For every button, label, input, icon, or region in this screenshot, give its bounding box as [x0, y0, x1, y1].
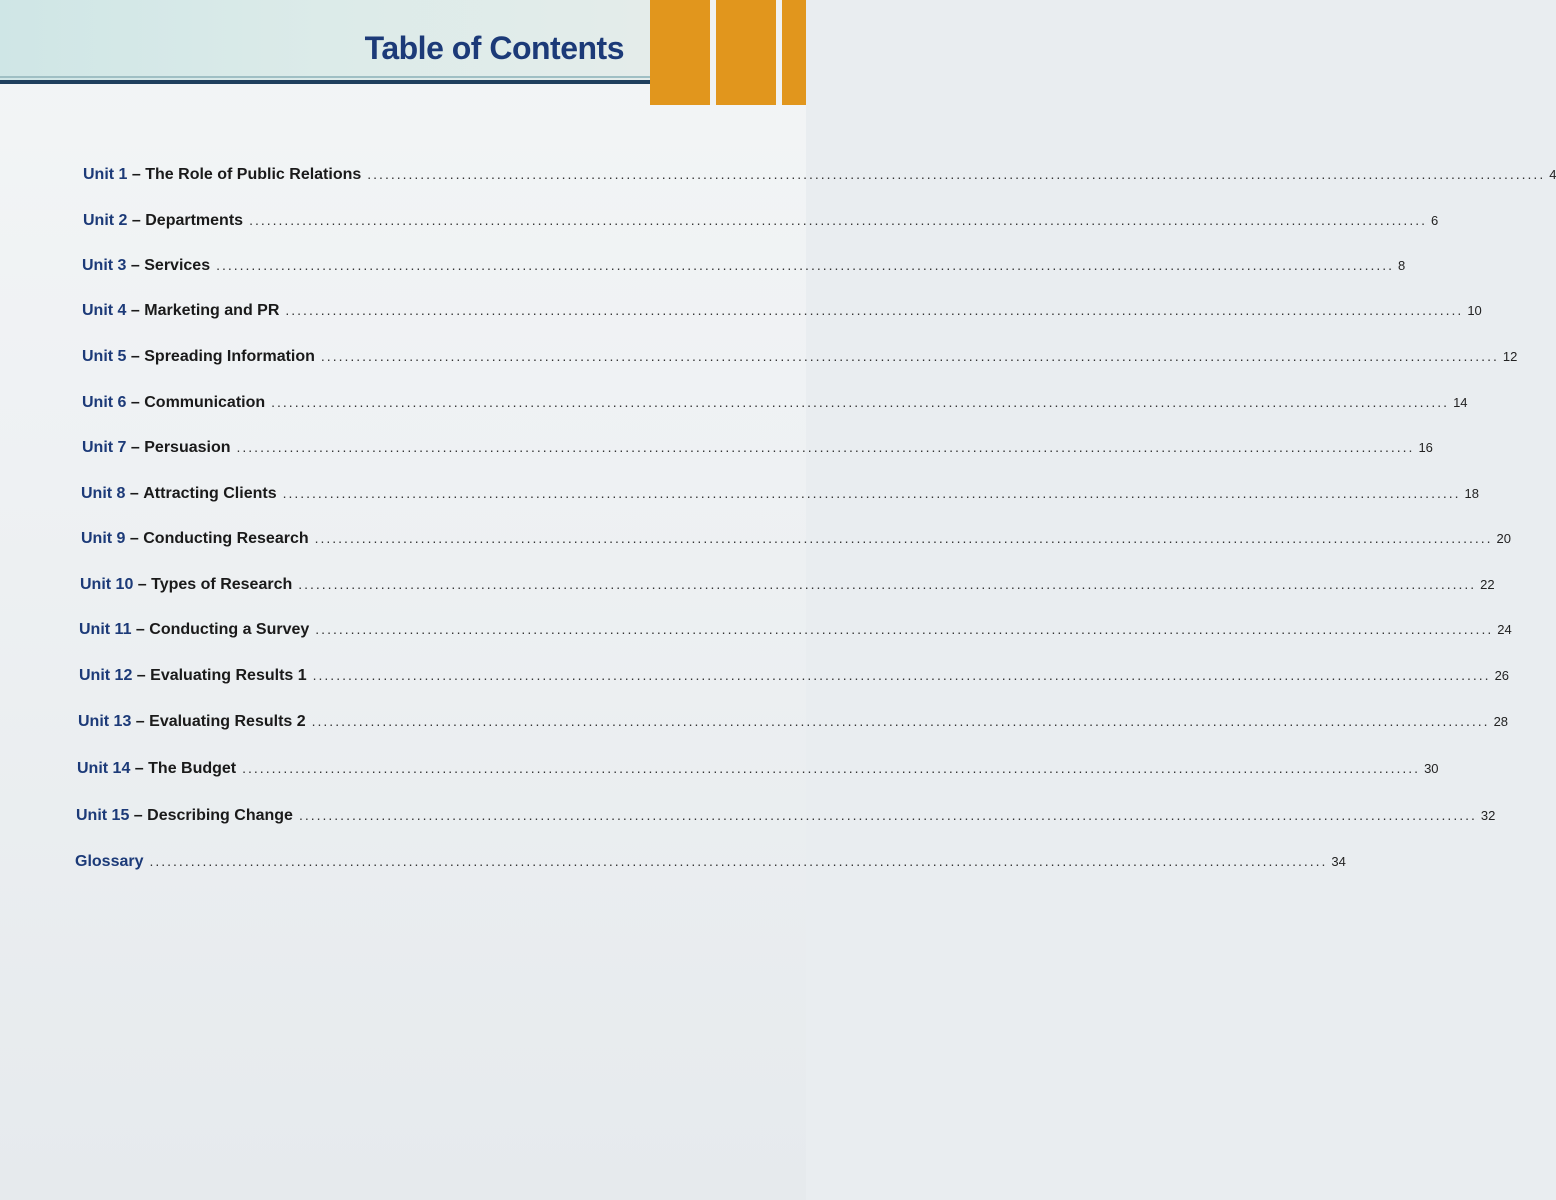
toc-dot-leader: ........................................................................................................................................................................................................: [367, 166, 1546, 182]
toc-dash: –: [125, 485, 144, 502]
toc-entry: [81, 485, 1479, 503]
toc-dot-leader: ........................................................................................................................................................................................................: [149, 853, 1328, 869]
toc-dot-leader: ........................................................................................................................................................................................................: [298, 576, 1477, 592]
toc-page-number: 28: [1493, 714, 1509, 729]
toc-page-number: 34: [1331, 854, 1346, 869]
toc-entry: [82, 439, 1433, 457]
toc-dash: –: [131, 713, 150, 730]
toc-dash: –: [126, 439, 145, 456]
toc-dash: –: [126, 257, 145, 274]
toc-entry: [80, 576, 1495, 594]
toc-title: Spreading Information: [144, 348, 315, 365]
orange-tab: [716, 0, 776, 105]
toc-unit-label: Unit 15: [76, 807, 130, 824]
toc-entry: [77, 760, 1439, 778]
toc-entry: [83, 166, 1556, 184]
toc-unit-label: Unit 6: [82, 394, 127, 411]
toc-entry: [81, 530, 1512, 548]
toc-dash: –: [129, 807, 148, 824]
toc-dot-leader: ........................................................................................................................................................................................................: [249, 212, 1427, 228]
toc-dot-leader: ........................................................................................................................................................................................................: [216, 257, 1395, 273]
toc-page-number: 32: [1480, 808, 1496, 823]
toc-dash: –: [125, 530, 144, 547]
toc-title: The Role of Public Relations: [145, 166, 362, 183]
toc-title: Attracting Clients: [143, 485, 277, 502]
toc-dot-leader: ........................................................................................................................................................................................................: [236, 439, 1415, 455]
toc-unit-label: Unit 9: [81, 530, 126, 547]
toc-unit-label: Unit 7: [82, 439, 127, 456]
toc-entry: [78, 713, 1509, 731]
toc-title: Conducting Research: [143, 530, 309, 547]
toc-title: Evaluating Results 2: [149, 713, 306, 730]
toc-dash: –: [126, 394, 145, 411]
toc-dot-leader: ........................................................................................................................................................................................................: [311, 713, 1490, 729]
toc-unit-label: Unit 4: [82, 302, 127, 319]
toc-page-number: 26: [1494, 668, 1510, 683]
toc-entry: [75, 853, 1346, 871]
toc-dot-leader: ........................................................................................................................................................................................................: [242, 760, 1421, 776]
toc-unit-label: Unit 3: [82, 257, 127, 274]
toc-dash: –: [126, 348, 145, 365]
toc-dot-leader: ........................................................................................................................................................................................................: [320, 348, 1499, 364]
toc-entry: [82, 348, 1518, 366]
toc-page-number: 14: [1453, 395, 1468, 410]
toc-page-number: 8: [1398, 258, 1406, 273]
toc-unit-label: Unit 11: [79, 621, 132, 638]
toc-entry: [82, 302, 1482, 320]
toc-dot-leader: ........................................................................................................................................................................................................: [314, 530, 1493, 546]
toc-page-number: 30: [1424, 761, 1439, 776]
toc-unit-label: Glossary: [75, 853, 144, 870]
toc-unit-label: Unit 1: [83, 166, 128, 183]
toc-page-number: 24: [1497, 622, 1512, 637]
toc-title: Types of Research: [151, 576, 293, 593]
toc-entry: [79, 621, 1512, 639]
toc-page-number: 4: [1549, 167, 1556, 182]
toc-dash: –: [127, 166, 146, 183]
toc-page-number: 18: [1464, 486, 1479, 501]
toc-entry: [82, 257, 1406, 275]
toc-dash: –: [127, 212, 146, 229]
toc-dot-leader: ........................................................................................................................................................................................................: [298, 807, 1477, 823]
toc-dash: –: [130, 760, 149, 777]
toc-dash: –: [131, 621, 150, 638]
toc-unit-label: Unit 8: [81, 485, 126, 502]
toc-dot-leader: ........................................................................................................................................................................................................: [282, 485, 1461, 501]
header-rule-light: [0, 76, 650, 78]
toc-unit-label: Unit 14: [77, 760, 131, 777]
toc-dash: –: [132, 667, 151, 684]
header-rule: [0, 80, 650, 84]
orange-tab: [782, 0, 806, 105]
toc-title: Describing Change: [147, 807, 293, 824]
toc-page-number: 6: [1431, 213, 1439, 228]
toc-page-number: 12: [1502, 349, 1518, 364]
toc-page-number: 20: [1496, 531, 1512, 546]
toc-unit-label: Unit 12: [79, 667, 133, 684]
toc-page-number: 16: [1418, 440, 1433, 455]
toc-dot-leader: ........................................................................................................................................................................................................: [271, 394, 1450, 410]
toc-title: The Budget: [148, 760, 237, 777]
toc-dash: –: [126, 302, 145, 319]
toc-unit-label: Unit 13: [78, 713, 132, 730]
toc-entry: [83, 212, 1439, 230]
toc-title: Evaluating Results 1: [150, 667, 307, 684]
toc-title: Conducting a Survey: [149, 621, 310, 638]
orange-tab: [650, 0, 710, 105]
toc-title: Marketing and PR: [144, 302, 280, 319]
toc-entry: [82, 394, 1468, 412]
toc-page-number: 22: [1480, 577, 1495, 592]
toc-entry: [79, 667, 1510, 685]
toc-title: Communication: [144, 394, 266, 411]
toc-unit-label: Unit 10: [80, 576, 134, 593]
toc-title: Departments: [145, 212, 244, 229]
toc-dot-leader: ........................................................................................................................................................................................................: [315, 621, 1494, 637]
toc-unit-label: Unit 2: [83, 212, 128, 229]
toc-entry: [76, 807, 1496, 825]
toc-dot-leader: ........................................................................................................................................................................................................: [312, 667, 1491, 683]
toc-page-number: 10: [1467, 303, 1482, 318]
page-title: Table of Contents: [364, 30, 624, 66]
toc-unit-label: Unit 5: [82, 348, 127, 365]
toc-title: Services: [144, 257, 211, 274]
toc-dash: –: [133, 576, 152, 593]
toc-title: Persuasion: [144, 439, 231, 456]
toc-dot-leader: ........................................................................................................................................................................................................: [285, 302, 1464, 318]
